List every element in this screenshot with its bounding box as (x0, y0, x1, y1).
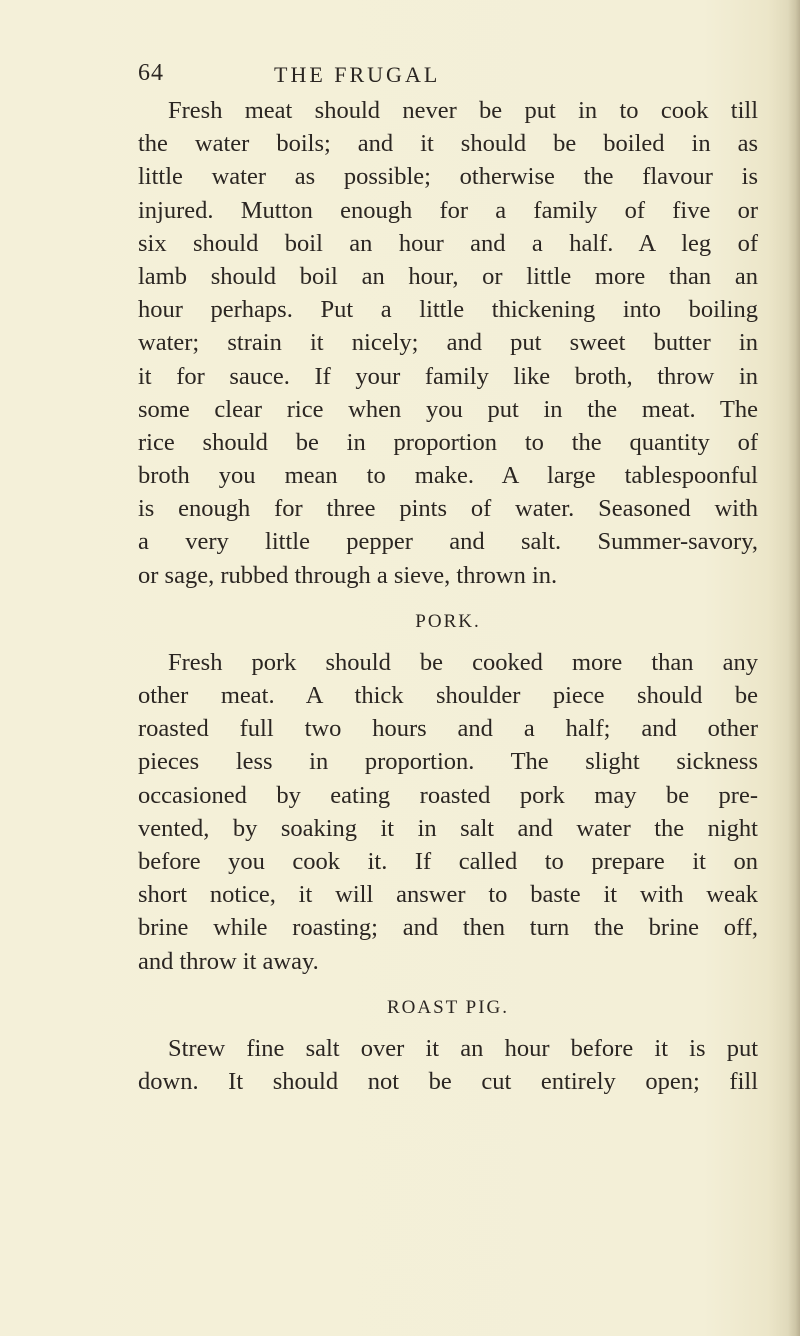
text-line: a very little pepper and salt. Summer-savory, (138, 528, 758, 556)
section-heading-roast-pig: ROAST PIG. (386, 996, 510, 1018)
text-line: and throw it away. (138, 947, 319, 975)
text-line: lamb should boil an hour, or little more than an (138, 262, 758, 290)
text-line: little water as possible; otherwise the flavour is (138, 163, 758, 191)
text-line: broth you mean to make. A large tablespoonful (138, 462, 758, 490)
text-line: water; strain it nicely; and put sweet butter in (138, 329, 758, 357)
text-line: brine while roasting; and then turn the brine off, (138, 914, 758, 942)
text-line: injured. Mutton enough for a family of five or (138, 196, 758, 224)
page-number: 64 (138, 60, 164, 86)
text-line: short notice, it will answer to baste it with weak (138, 881, 758, 909)
page-edge-shadow (788, 0, 800, 1336)
text-line: occasioned by eating roasted pork may be pre- (138, 781, 758, 809)
text-line: it for sauce. If your family like broth, throw in (138, 362, 758, 390)
section-heading-pork: PORK. (415, 610, 481, 632)
page-header (138, 60, 758, 96)
text-line: or sage, rubbed through a sieve, thrown in. (138, 561, 558, 589)
paragraph-roast-pig (138, 1032, 758, 1098)
text-line: vented, by soaking it in salt and water the night (138, 814, 758, 842)
paragraph-pork (138, 646, 758, 978)
text-line: down. It should not be cut entirely open; fill (138, 1067, 758, 1095)
text-line: Fresh meat should never be put in to cook till (168, 97, 758, 124)
text-line: hour perhaps. Put a little thickening into boiling (138, 296, 758, 324)
paragraph-boiling-meat (138, 94, 758, 592)
text-line: the water boils; and it should be boiled in as (138, 130, 758, 158)
text-line: six should boil an hour and a half. A leg of (138, 229, 758, 257)
text-line: rice should be in proportion to the quantity of (138, 428, 758, 456)
text-line: some clear rice when you put in the meat. The (138, 395, 758, 423)
running-head: THE FRUGAL (274, 62, 441, 87)
text-line: other meat. A thick shoulder piece should be (138, 682, 758, 709)
text-block (138, 94, 758, 1098)
text-line: pieces less in proportion. The slight sickness (138, 748, 758, 776)
text-line: roasted full two hours and a half; and other (138, 715, 758, 743)
text-line: Fresh pork should be cooked more than any (168, 648, 758, 676)
text-line: before you cook it. If called to prepare it on (138, 847, 758, 875)
text-line: Strew fine salt over it an hour before it is put (168, 1034, 758, 1062)
text-line: is enough for three pints of water. Seasoned with (138, 495, 758, 523)
